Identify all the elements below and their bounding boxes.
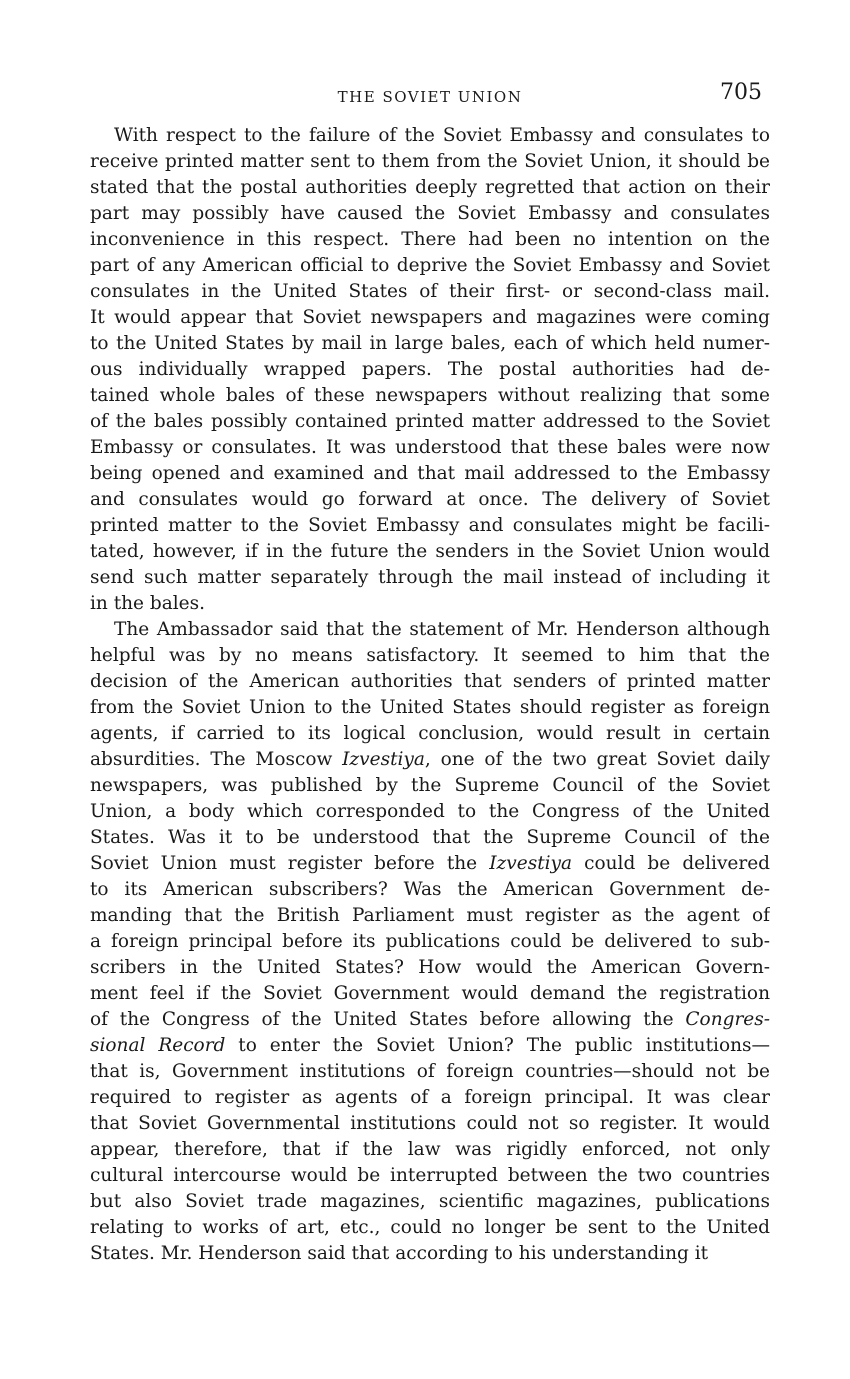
text-segment: could be delivered: [572, 853, 770, 874]
body-text: [90, 123, 770, 1267]
text-segment: tained whole bales of these newspapers without realizing that some: [90, 385, 770, 406]
text-line: [90, 1137, 770, 1163]
text-segment: part may possibly have caused the Soviet Embassy and consulates: [90, 203, 770, 224]
text-segment: The Ambassador said that the statement of Mr. Henderson although: [114, 619, 770, 640]
text-line: [90, 253, 770, 279]
text-line: [90, 591, 770, 617]
italic-title: Izvestiya: [489, 853, 573, 874]
text-segment: newspapers, was published by the Supreme Council of the Soviet: [90, 775, 770, 796]
text-line: [90, 1059, 770, 1085]
text-line: [90, 799, 770, 825]
text-line: [90, 1189, 770, 1215]
text-line: [90, 1033, 770, 1059]
text-segment: agents, if carried to its logical conclusion, would result in certain: [90, 723, 770, 744]
text-segment: cultural intercourse would be interrupted between the two countries: [90, 1165, 770, 1186]
text-segment: It would appear that Soviet newspapers and magazines were coming: [90, 307, 770, 328]
text-segment: receive printed matter sent to them from the Soviet Union, it should be: [90, 151, 770, 172]
text-segment: appear, therefore, that if the law was rigidly enforced, not only: [90, 1139, 770, 1160]
text-segment: ment feel if the Soviet Government would demand the registration: [90, 983, 770, 1004]
text-line: [90, 695, 770, 721]
text-line: [90, 747, 770, 773]
text-line: [90, 721, 770, 747]
text-line: [90, 331, 770, 357]
text-segment: ous individually wrapped papers. The postal authorities had de-: [90, 359, 770, 380]
text-line: [90, 409, 770, 435]
text-line: [90, 1007, 770, 1033]
text-segment: With respect to the failure of the Soviet Embassy and consulates to: [114, 125, 770, 146]
text-segment: required to register as agents of a foreign principal. It was clear: [90, 1087, 770, 1108]
text-segment: consulates in the United States of their first- or second-class mail.: [90, 281, 770, 302]
text-line: [90, 773, 770, 799]
text-segment: Embassy or consulates. It was understood that these bales were now: [90, 437, 770, 458]
text-segment: to enter the Soviet Union? The public institutions—: [225, 1035, 770, 1056]
text-line: [90, 1111, 770, 1137]
text-line: [90, 357, 770, 383]
text-segment: tated, however, if in the future the senders in the Soviet Union would: [90, 541, 770, 562]
paragraph: [90, 617, 770, 1267]
text-line: [90, 1241, 770, 1267]
text-segment: scribers in the United States? How would the American Govern-: [90, 957, 770, 978]
text-segment: , one of the two great Soviet daily: [424, 749, 770, 770]
text-segment: that is, Government institutions of foreign countries—should not be: [90, 1061, 770, 1082]
text-segment: Soviet Union must register before the: [90, 853, 490, 874]
text-line: [90, 175, 770, 201]
text-segment: in the bales.: [90, 593, 206, 614]
text-segment: of the Congress of the United States before allowing the: [90, 1009, 686, 1030]
text-line: [90, 279, 770, 305]
text-line: [90, 877, 770, 903]
text-segment: but also Soviet trade magazines, scientific magazines, publications: [90, 1191, 770, 1212]
text-segment: of the bales possibly contained printed matter addressed to the Soviet: [90, 411, 770, 432]
text-segment: part of any American official to deprive the Soviet Embassy and Soviet: [90, 255, 770, 276]
italic-title: Izvestiya: [342, 749, 425, 770]
text-line: [90, 1163, 770, 1189]
text-line: [90, 487, 770, 513]
text-line: [90, 227, 770, 253]
text-segment: inconvenience in this respect. There had been no intention on the: [90, 229, 770, 250]
text-line: [90, 1085, 770, 1111]
text-line: [90, 643, 770, 669]
text-line: [90, 903, 770, 929]
text-segment: and consulates would go forward at once. The delivery of Soviet: [90, 489, 770, 510]
text-segment: stated that the postal authorities deeply regretted that action on their: [90, 177, 770, 198]
running-header: [90, 80, 770, 110]
text-segment: being opened and examined and that mail addressed to the Embassy: [90, 463, 770, 484]
text-line: [90, 851, 770, 877]
text-line: [90, 461, 770, 487]
text-line: [90, 669, 770, 695]
text-line: [90, 435, 770, 461]
text-segment: absurdities. The Moscow: [90, 749, 343, 770]
text-segment: a foreign principal before its publications could be delivered to sub-: [90, 931, 770, 952]
text-segment: Union, a body which corresponded to the Congress of the United: [90, 801, 770, 822]
text-line: [90, 617, 770, 643]
text-segment: send such matter separately through the mail instead of including it: [90, 567, 770, 588]
italic-title: Congres-: [685, 1009, 770, 1030]
text-segment: manding that the British Parliament must register as the agent of: [90, 905, 770, 926]
text-segment: from the Soviet Union to the United States should register as foreign: [90, 697, 770, 718]
paragraph: [90, 123, 770, 617]
text-segment: to the United States by mail in large bales, each of which held numer-: [90, 333, 770, 354]
text-segment: helpful was by no means satisfactory. It seemed to him that the: [90, 645, 770, 666]
text-segment: States. Was it to be understood that the Supreme Council of the: [90, 827, 770, 848]
text-segment: printed matter to the Soviet Embassy and consulates might be facili-: [90, 515, 770, 536]
text-line: [90, 929, 770, 955]
text-line: [90, 513, 770, 539]
italic-title: sional Record: [90, 1035, 226, 1056]
text-segment: that Soviet Governmental institutions could not so register. It would: [90, 1113, 770, 1134]
text-line: [90, 305, 770, 331]
running-title: THE SOVIET UNION: [337, 88, 523, 106]
text-line: [90, 383, 770, 409]
text-line: [90, 825, 770, 851]
text-segment: relating to works of art, etc., could no longer be sent to the United: [90, 1217, 770, 1238]
text-line: [90, 201, 770, 227]
text-line: [90, 565, 770, 591]
text-line: [90, 149, 770, 175]
text-segment: to its American subscribers? Was the American Government de-: [90, 879, 770, 900]
text-line: [90, 539, 770, 565]
text-line: [90, 1215, 770, 1241]
text-line: [90, 981, 770, 1007]
text-segment: States. Mr. Henderson said that according to his understanding it: [90, 1243, 709, 1264]
page-number: 705: [720, 80, 762, 105]
text-segment: decision of the American authorities that senders of printed matter: [90, 671, 770, 692]
text-line: [90, 123, 770, 149]
text-line: [90, 955, 770, 981]
